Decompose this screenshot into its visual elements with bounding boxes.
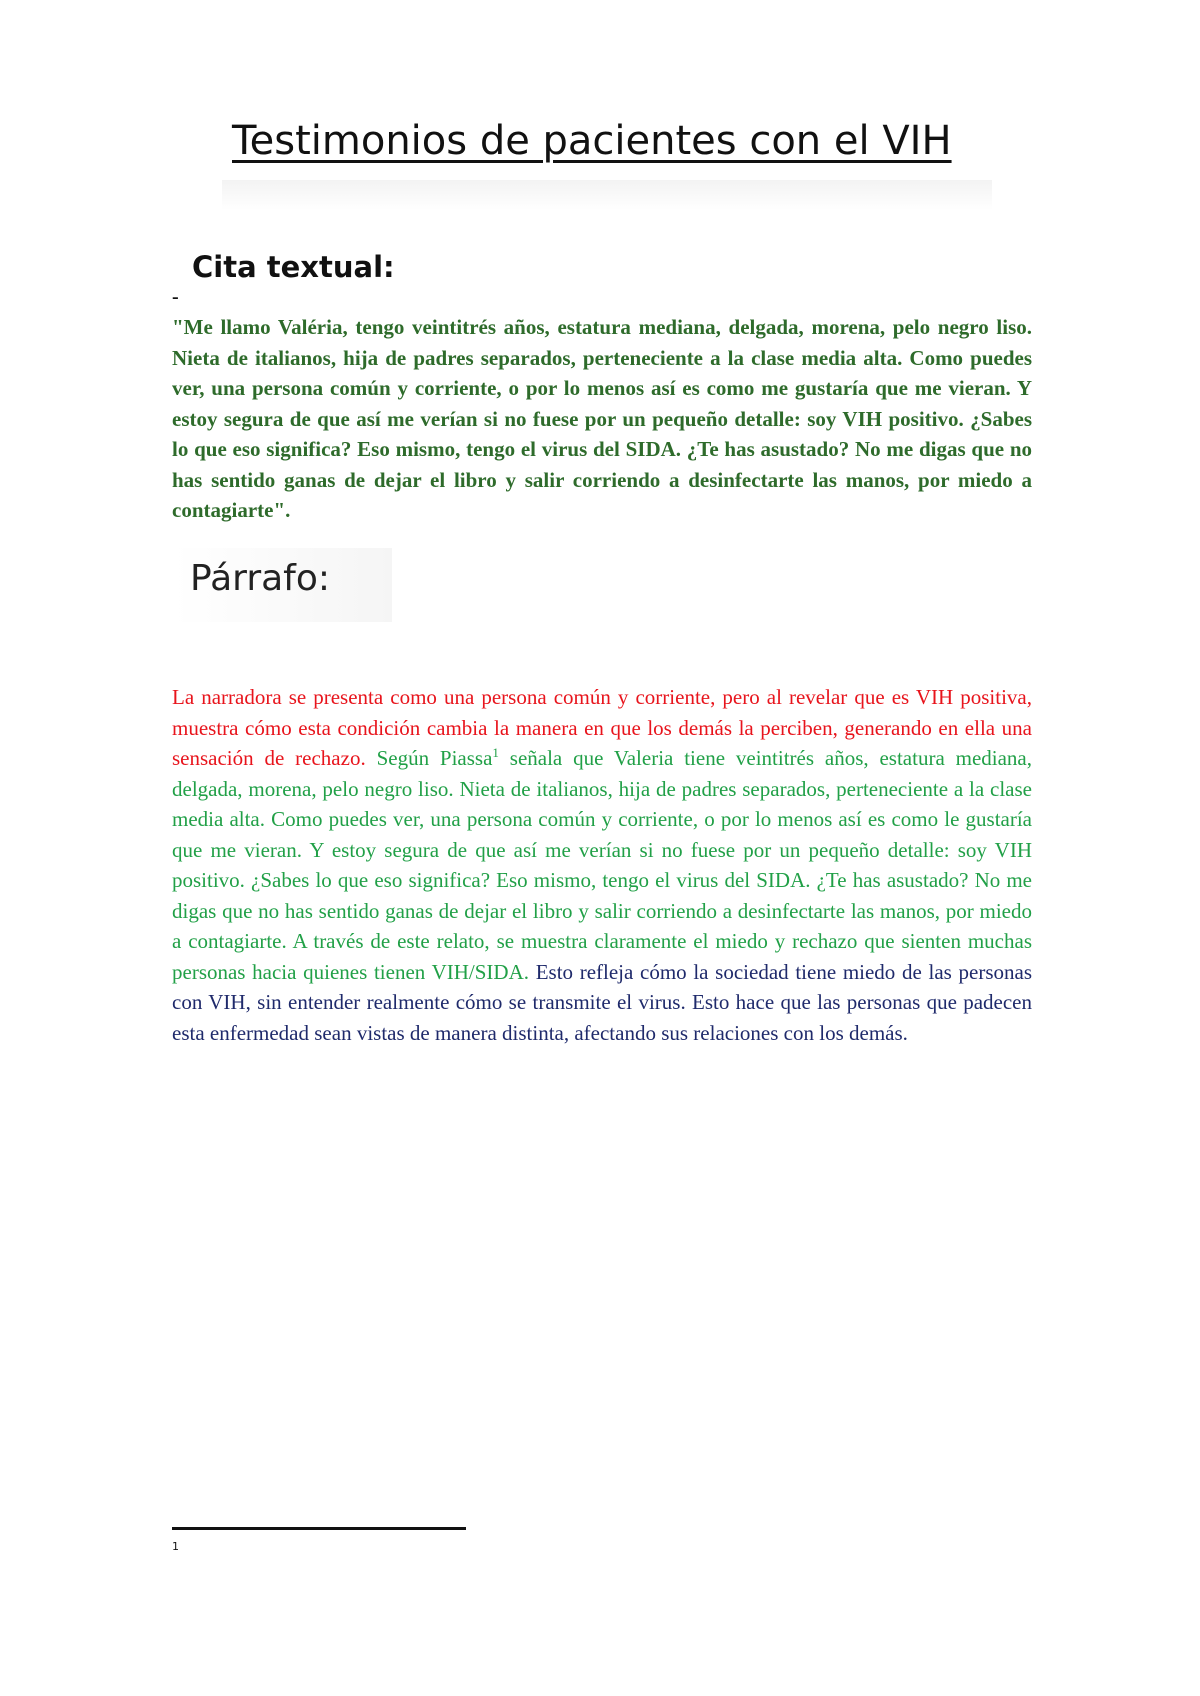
paragraph-segment-green: señala que Valeria tiene veintitrés años, estatura mediana, delgada, morena, pelo negro liso. Nieta de italianos, hija de padres separados, perteneciente a la clase media alta. Como puedes ver, una persona común y corriente, o por lo menos así es como le gustaría que me vieran. Y estoy segura de que así me verían si no fuese por un pequeño detalle: soy VIH positivo. ¿Sabes lo que eso significa? Eso mismo, tengo el virus del SIDA. ¿Te has asustado? No me digas que no has sentido ganas de dejar el libro y salir corriendo a desinfectarte las manos, por miedo a contagiarte. A través de este relato, se muestra claramente el miedo y rechazo que sienten muchas personas hacia quienes tienen VIH/SIDA. [172, 746, 1033, 984]
footnote-number: 1 [172, 1540, 179, 1553]
analysis-paragraph [172, 682, 1032, 1048]
parrafo-heading: Párrafo: [190, 558, 331, 599]
document-title: Testimonios de pacientes con el VIH [232, 118, 952, 164]
paragraph-segment-green-intro: Según Piassa [376, 746, 493, 770]
title-shadow-decoration [222, 180, 992, 210]
cita-heading: Cita textual: [192, 250, 395, 284]
quote-text: "Me llamo Valéria, tengo veintitrés años, estatura mediana, delgada, morena, pelo negro liso. Nieta de italianos, hija de padres separados, perteneciente a la clase media alta. Como puedes ver, una persona común y corriente, o por lo menos así es como me gustaría que me vieran. Y estoy segura de que así me verían si no fuese por un pequeño detalle: soy VIH positivo. ¿Sabes lo que eso significa? Eso mismo, tengo el virus del SIDA. ¿Te has asustado? No me digas que no has sentido ganas de dejar el libro y salir corriendo a desinfectarte las manos, por miedo a contagiarte". [172, 315, 1032, 522]
list-dash: - [172, 286, 179, 308]
paragraph-segment-blue: Esto refleja cómo la sociedad tiene miedo de las personas con VIH, sin entender realmente cómo se transmite el virus. Esto hace que las personas que padecen esta enfermedad sean vistas de manera distinta, afectando sus relaciones con los demás. [172, 959, 1032, 1045]
footnote-reference[interactable]: 1 [492, 745, 499, 760]
paragraph-segment-red: La narradora se presenta como una persona común y corriente, pero al revelar que es VIH positiva, muestra cómo esta condición cambia la manera en que los demás la perciben, generando en ella una sensación de rechazo. [172, 685, 1032, 770]
footnote-separator [172, 1527, 466, 1530]
